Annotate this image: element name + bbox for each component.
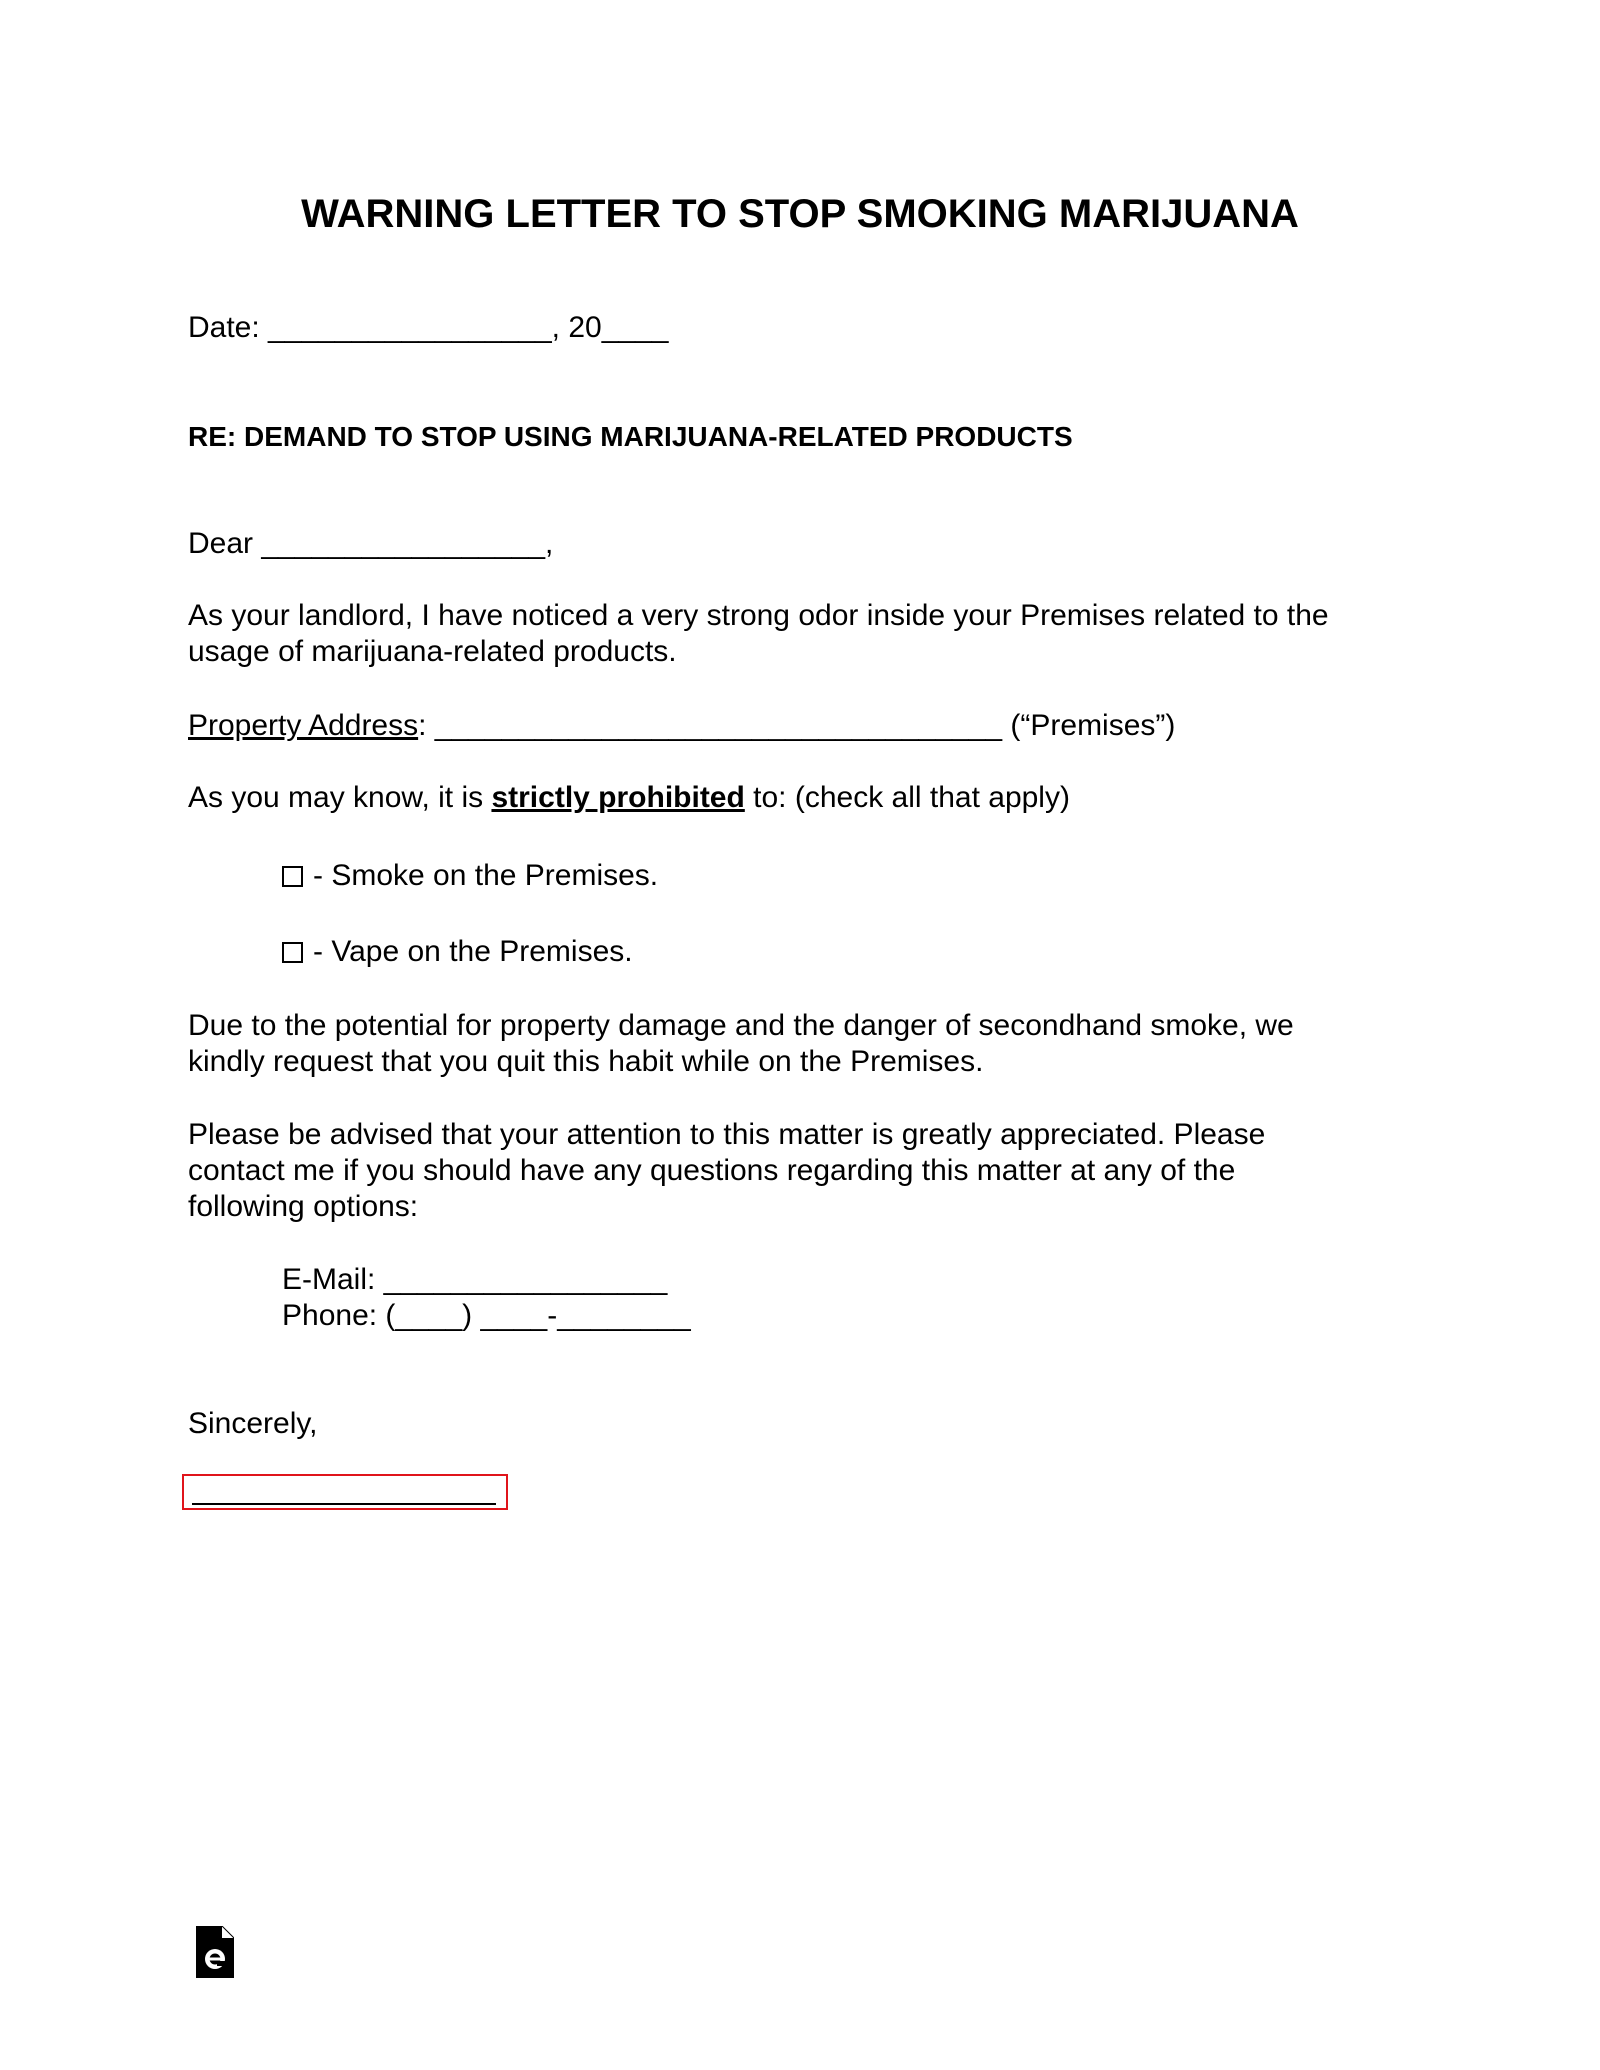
option-smoke[interactable] xyxy=(282,858,658,894)
option-smoke-label: - Smoke on the Premises. xyxy=(313,859,659,892)
option-vape[interactable] xyxy=(282,934,633,970)
paragraph-3-line-3: following options: xyxy=(188,1190,419,1223)
paragraph-2-line-1: Due to the potential for property damage and the danger of secondhand smoke, we xyxy=(188,1009,1294,1042)
checkbox-icon[interactable] xyxy=(282,866,303,887)
paragraph-3-line-2: contact me if you should have any questions regarding this matter at any of the xyxy=(188,1154,1236,1187)
paragraph-2-line-2: kindly request that you quit this habit while on the Premises. xyxy=(188,1045,984,1078)
prohibited-prefix: As you may know, it is xyxy=(188,781,492,814)
property-address-line xyxy=(188,708,1175,744)
paragraph-1-line-2: usage of marijuana-related products. xyxy=(188,635,677,668)
prohibited-suffix: to: (check all that apply) xyxy=(744,781,1070,814)
option-vape-label: - Vape on the Premises. xyxy=(313,935,633,968)
prohibited-line xyxy=(188,780,1070,816)
prohibited-emphasis: strictly prohibited xyxy=(491,781,745,814)
email-line: E-Mail: _________________ xyxy=(282,1263,668,1296)
salutation: Dear _________________, xyxy=(188,527,554,560)
document-title: WARNING LETTER TO STOP SMOKING MARIJUANA xyxy=(301,192,1299,236)
eforms-logo-icon xyxy=(196,1926,234,1978)
signature-field[interactable] xyxy=(182,1474,508,1510)
paragraph-3-line-1: Please be advised that your attention to this matter is greatly appreciated. Please xyxy=(188,1118,1266,1151)
property-address-label: Property Address xyxy=(188,709,419,742)
date-line: Date: _________________, 20____ xyxy=(188,311,669,344)
property-address-blank: : __________________________________ (“Premises”) xyxy=(418,709,1176,742)
signature-line xyxy=(192,1503,496,1505)
closing: Sincerely, xyxy=(188,1407,318,1440)
paragraph-1-line-1: As your landlord, I have noticed a very strong odor inside your Premises related to the xyxy=(188,599,1329,632)
phone-line: Phone: (____) ____-________ xyxy=(282,1299,691,1332)
checkbox-icon[interactable] xyxy=(282,942,303,963)
re-line: RE: DEMAND TO STOP USING MARIJUANA-RELATED PRODUCTS xyxy=(188,421,1073,452)
